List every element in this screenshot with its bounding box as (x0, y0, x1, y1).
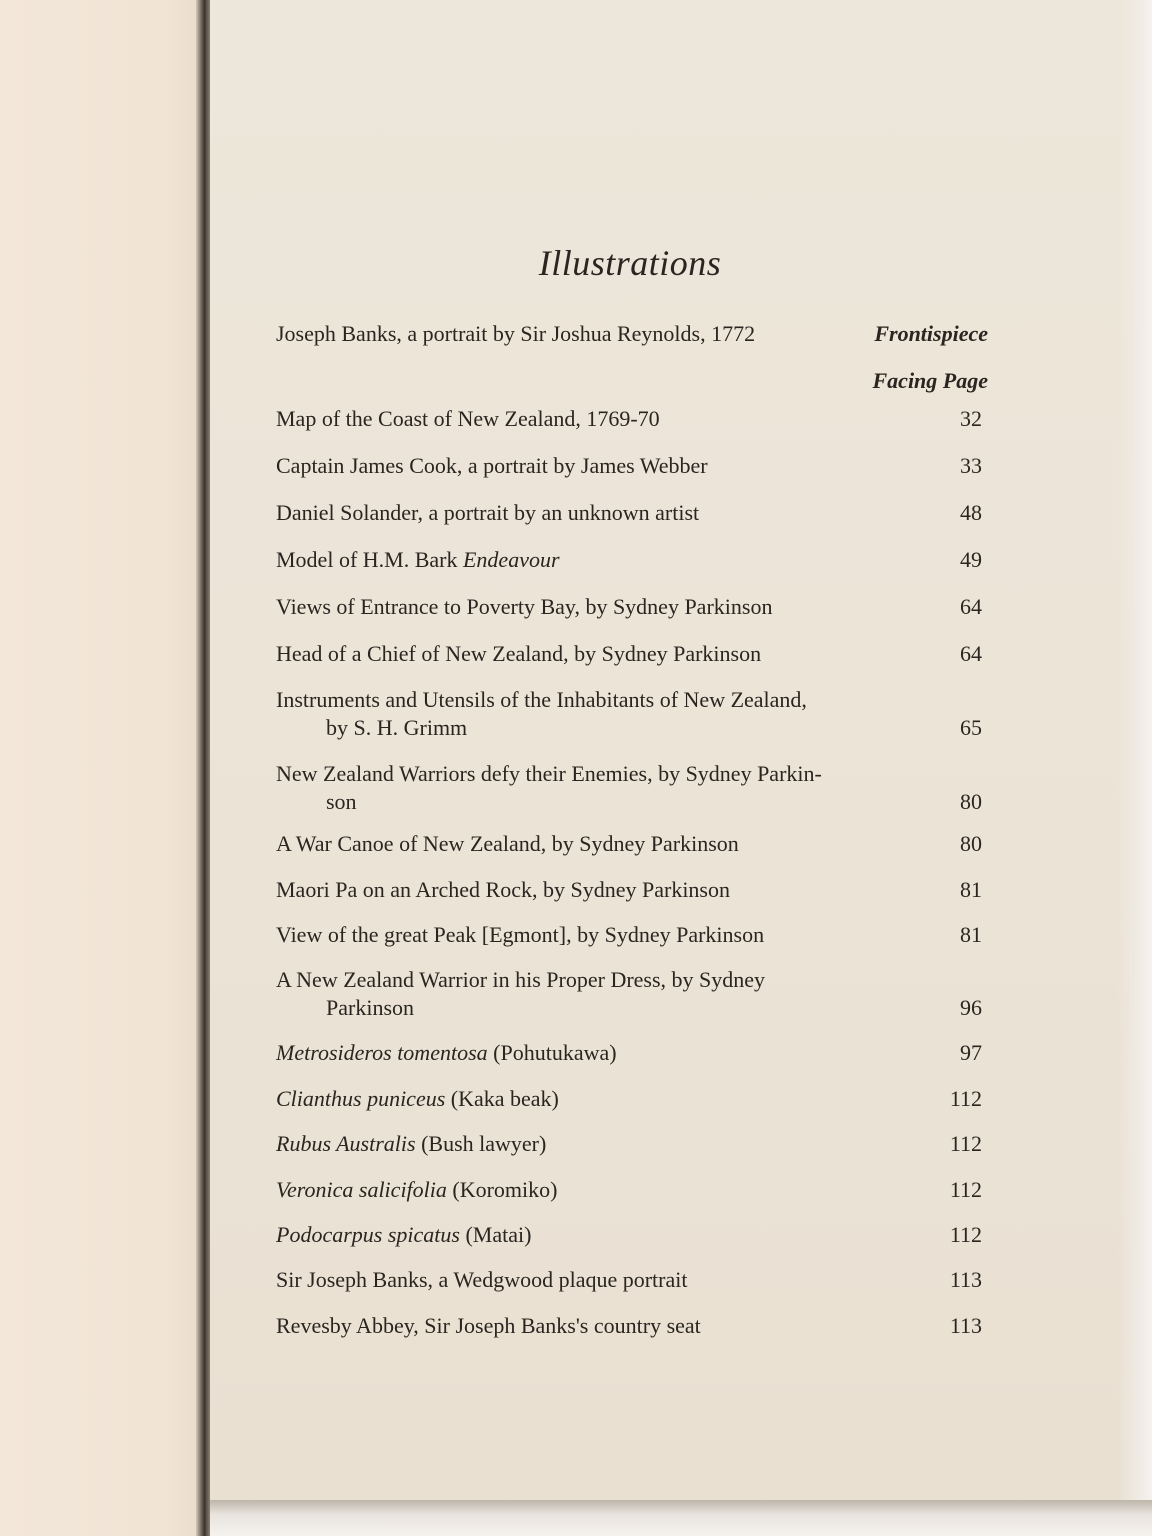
entry-label (276, 966, 906, 1022)
book-gutter (196, 0, 210, 1536)
entry-label-text: Views of Entrance to Poverty Bay, by Sydney Parkinson (276, 594, 773, 619)
illustration-entry (276, 1039, 988, 1067)
entry-label-italic: Metrosideros tomentosa (276, 1040, 488, 1065)
entry-label-text: (Pohutukawa) (487, 1040, 617, 1065)
entry-page-number: 64 (960, 641, 982, 666)
entry-label-text: (Bush lawyer) (415, 1131, 547, 1156)
entry-label (276, 546, 906, 574)
entry-page-number: 113 (949, 1313, 982, 1338)
entry-label-continuation: Parkinson (326, 995, 414, 1020)
entry-page-number: 64 (960, 594, 982, 619)
entry-label (276, 760, 906, 816)
illustration-entry (276, 876, 988, 904)
entry-label-text: (Kaka beak) (445, 1086, 559, 1111)
illustration-entry (276, 830, 988, 858)
entry-label (276, 593, 906, 621)
page-title: Illustrations (538, 243, 722, 283)
illustration-entry (276, 1312, 988, 1340)
entry-page-number: 32 (960, 406, 982, 431)
illustration-entry (276, 686, 988, 742)
illustration-entry (276, 1130, 988, 1158)
entry-page-number: 113 (949, 1267, 982, 1292)
illustration-entry (276, 966, 988, 1022)
entry-label-text: View of the great Peak [Egmont], by Sydney Parkinson (276, 922, 765, 947)
illustration-entry (276, 640, 988, 668)
facing-page-heading: Facing Page (872, 368, 988, 393)
illustration-entry (276, 499, 988, 527)
entry-label (276, 499, 906, 527)
illustration-entry (276, 1176, 988, 1204)
entry-label (276, 830, 906, 858)
entry-label-text: Instruments and Utensils of the Inhabitants of New Zealand, (276, 687, 807, 712)
entry-label-continuation: son (326, 789, 357, 814)
entry-page-number: 112 (949, 1222, 982, 1247)
entry-label-text: New Zealand Warriors defy their Enemies, by Sydney Parkin- (276, 761, 822, 786)
entry-label (276, 640, 906, 668)
illustration-entry (276, 921, 988, 949)
entry-label-text: A New Zealand Warrior in his Proper Dress, by Sydney (276, 967, 766, 992)
entry-label-text: Maori Pa on an Arched Rock, by Sydney Parkinson (276, 877, 730, 902)
entry-label (276, 1266, 906, 1294)
entry-page-number: 65 (960, 715, 982, 740)
entry-page-number: 49 (960, 547, 982, 572)
entry-label (276, 405, 906, 433)
entry-page-number: 80 (960, 789, 982, 814)
entry-label-text: Head of a Chief of New Zealand, by Sydney Parkinson (276, 641, 762, 666)
illustration-entry (276, 760, 988, 816)
entry-page-number: 96 (960, 995, 982, 1020)
frontispiece-entry (276, 320, 988, 348)
entry-label-text: Daniel Solander, a portrait by an unknown artist (276, 500, 700, 525)
illustration-entry (276, 546, 988, 574)
entry-label-italic: Clianthus puniceus (276, 1086, 446, 1111)
left-page (0, 0, 204, 1536)
entry-label-text: Map of the Coast of New Zealand, 1769-70 (276, 406, 660, 431)
entry-label-text: A War Canoe of New Zealand, by Sydney Parkinson (276, 831, 739, 856)
illustration-entry (276, 405, 988, 433)
entry-page-number: 48 (960, 500, 982, 525)
entry-label-text: Model of H.M. Bark (276, 547, 463, 572)
page-edge (1118, 0, 1152, 1500)
entry-label (276, 1221, 906, 1249)
entry-page-number: 80 (960, 831, 982, 856)
entry-label (276, 1312, 906, 1340)
entry-page-number: 97 (960, 1040, 982, 1065)
entry-label-text: (Matai) (459, 1222, 532, 1247)
entry-label-italic: Rubus Australis (276, 1131, 416, 1156)
entry-label-text: Revesby Abbey, Sir Joseph Banks's country seat (276, 1313, 701, 1338)
entry-label-text: Captain James Cook, a portrait by James Webber (276, 453, 708, 478)
illustration-entry (276, 593, 988, 621)
entry-page-number: 112 (949, 1177, 982, 1202)
frontispiece-page: Frontispiece (874, 321, 988, 346)
entry-label-italic: Podocarpus spicatus (276, 1222, 460, 1247)
illustration-entry (276, 1085, 988, 1113)
entry-label-text: (Koromiko) (446, 1177, 558, 1202)
entry-label (276, 686, 906, 742)
entry-label-italic: Veronica salicifolia (276, 1177, 447, 1202)
entry-page-number: 33 (960, 453, 982, 478)
frontispiece-label: Joseph Banks, a portrait by Sir Joshua Reynolds, 1772 (276, 321, 756, 346)
entry-page-number: 112 (949, 1086, 982, 1111)
page-bottom-edge (210, 1500, 1152, 1536)
illustration-entry (276, 1221, 988, 1249)
entry-label (276, 876, 906, 904)
entry-label (276, 1085, 906, 1113)
entry-label-continuation: by S. H. Grimm (326, 715, 468, 740)
entry-label (276, 1039, 906, 1067)
entry-label (276, 921, 906, 949)
illustration-entry (276, 1266, 988, 1294)
entry-label (276, 1130, 906, 1158)
entry-label-text: Sir Joseph Banks, a Wedgwood plaque portrait (276, 1267, 688, 1292)
illustration-entry (276, 452, 988, 480)
entry-page-number: 112 (949, 1131, 982, 1156)
entry-label-italic: Endeavour (462, 547, 560, 572)
entry-label (276, 452, 906, 480)
entry-label (276, 1176, 906, 1204)
entry-page-number: 81 (960, 922, 982, 947)
entry-page-number: 81 (960, 877, 982, 902)
